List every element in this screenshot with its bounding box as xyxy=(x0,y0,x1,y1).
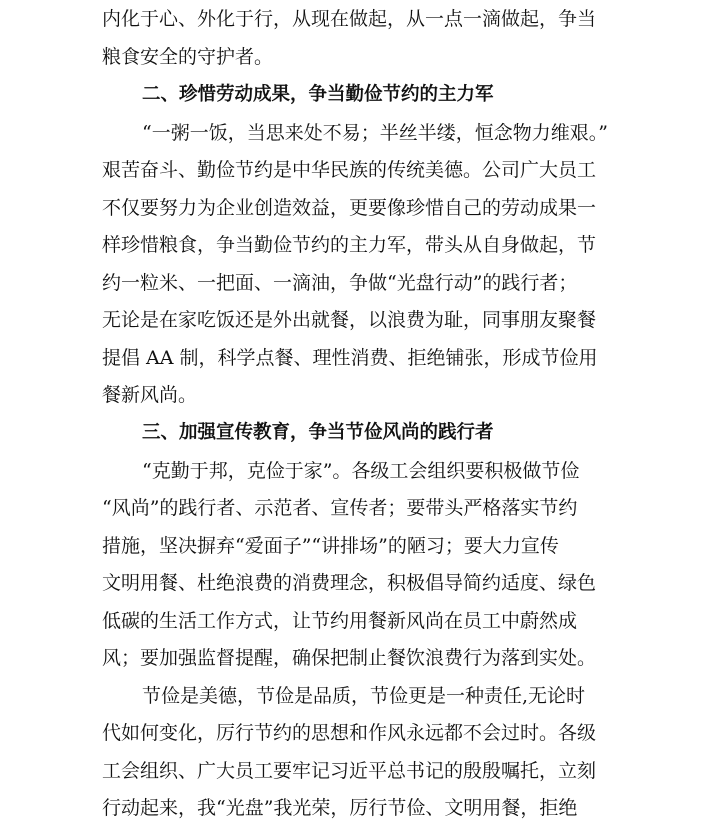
paragraph-line: 粮食安全的守护者。 xyxy=(102,46,274,68)
paragraph-line: 艰苦奋斗、勤俭节约是中华民族的传统美德。公司广大员工 xyxy=(102,159,597,181)
paragraph-line: 代如何变化，厉行节约的思想和作风永远都不会过时。各级 xyxy=(102,722,597,744)
paragraph-line: 样珍惜粮食，争当勤俭节约的主力军，带头从自身做起，节 xyxy=(102,234,597,256)
paragraph-line: 文明用餐、杜绝浪费的消费理念，积极倡导简约适度、绿色 xyxy=(102,572,597,594)
paragraph-line: “风尚”的践行者、示范者、宣传者；要带头严格落实节约 xyxy=(102,497,578,519)
paragraph-line: 餐新风尚。 xyxy=(102,384,198,406)
section-heading: 三、加强宣传教育，争当节俭风尚的践行者 xyxy=(142,422,494,443)
paragraph-line: 内化于心、外化于行，从现在做起，从一点一滴做起，争当 xyxy=(102,8,597,30)
paragraph-line: “一粥一饭，当思来处不易；半丝半缕，恒念物力维艰。” xyxy=(142,122,608,144)
paragraph-line: 低碳的生活工作方式，让节约用餐新风尚在员工中蔚然成 xyxy=(102,610,578,632)
paragraph-line: 行动起来，我“光盘”我光荣，厉行节俭、文明用餐，拒绝 xyxy=(102,797,578,819)
section-heading: 二、珍惜劳动成果，争当勤俭节约的主力军 xyxy=(142,84,494,105)
paragraph-line: 风；要加强监督提醒，确保把制止餐饮浪费行为落到实处。 xyxy=(102,647,597,669)
paragraph-line: “克勤于邦，克俭于家”。各级工会组织要积极做节俭 xyxy=(142,460,580,482)
paragraph-line: 工会组织、广大员工要牢记习近平总书记的殷殷嘱托，立刻 xyxy=(102,760,597,782)
paragraph-line: 提倡 AA 制，科学点餐、理性消费、拒绝铺张，形成节俭用 xyxy=(102,347,598,369)
paragraph-line: 无论是在家吃饭还是外出就餐，以浪费为耻，同事朋友聚餐 xyxy=(102,309,597,331)
paragraph-line: 约一粒米、一把面、一滴油，争做“光盘行动”的践行者； xyxy=(102,272,578,294)
paragraph-line: 措施，坚决摒弃“爱面子”“讲排场”的陋习；要大力宣传 xyxy=(102,535,559,557)
paragraph-line: 不仅要努力为企业创造效益，更要像珍惜自己的劳动成果一 xyxy=(102,197,597,219)
paragraph-line: 节俭是美德，节俭是品质，节俭更是一种责任,无论时 xyxy=(142,685,586,707)
